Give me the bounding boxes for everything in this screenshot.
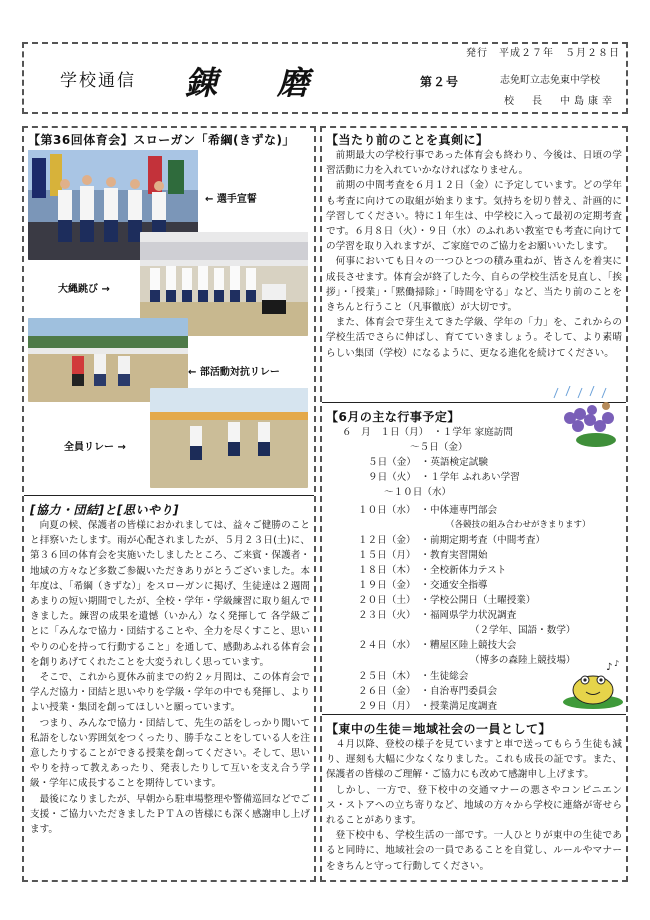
event-date: ６ 月 １日（月） bbox=[342, 427, 424, 438]
svg-text:♪: ♪ bbox=[606, 662, 613, 673]
right-section-divider-2 bbox=[322, 714, 626, 715]
event-text: ・全校新体力テスト bbox=[420, 565, 507, 576]
event-text: ～５日（金） bbox=[410, 442, 468, 453]
serious-paragraph: 何事においても日々の一つひとつの積み重ねが、皆さんを着実に成長させます。体育会が終了した今、自らの学校生活を見直し、「挨拶」・「授業」・「黙働掃除」・「時間を守る」など、当たり前のことをきちんと行うこと（凡事徹底）が大切です。 bbox=[326, 256, 622, 314]
event-item bbox=[358, 607, 516, 621]
event-item bbox=[358, 592, 535, 606]
serious-heading: 【当たり前のことを真剣に】 bbox=[326, 133, 489, 147]
event-date: １９日（金） bbox=[358, 580, 411, 591]
newsletter-title: 学校通信 bbox=[60, 71, 136, 91]
event-item bbox=[358, 637, 516, 651]
event-item bbox=[384, 484, 451, 498]
event-text: ・授業満足度調査 bbox=[420, 701, 498, 712]
community-paragraph: 登下校中も、学校生活の一部です。一人ひとりが東中の生徒であると同時に、地域社会の一員であることを自覚し、ルールやマナーをきちんと守って行動してください。 bbox=[326, 830, 622, 872]
event-date: ２６日（金） bbox=[358, 686, 411, 697]
events-heading: 【6月の主な行事予定】 bbox=[326, 410, 460, 424]
event-item bbox=[342, 424, 513, 438]
community-paragraph: しかし、一方で、登下校中の交通マナーの悪さやコンビニエンス・ストアへの立ち寄りなど、地域の方々から学校に連絡が寄せられることがあります。 bbox=[326, 784, 622, 827]
event-item bbox=[358, 532, 545, 546]
left-section-divider bbox=[24, 495, 314, 496]
hydrangea-icon bbox=[548, 386, 624, 450]
event-date: １８日（木） bbox=[358, 565, 411, 576]
event-item bbox=[358, 683, 497, 697]
event-date: ９日（火） bbox=[368, 472, 412, 483]
school-name: 志免町立志免東中学校 bbox=[500, 75, 600, 86]
event-text: ・生徒総会 bbox=[420, 671, 469, 682]
issue-date: 発行 平成２７年 ５月２８日 bbox=[466, 48, 620, 59]
event-item bbox=[358, 698, 497, 712]
cooperation-paragraph: つまり、みんなで協力・団結して、先生の話をしっかり聞いて私語をしない雰囲気をつくったり、勝手なことをしている人を注意したりすることができる授業を創ってください。そして、思いやりを持って教えあったり、発表したりして互いを支え合う学級・学年に成長することを期待しています。 bbox=[30, 717, 310, 790]
event-text: （博多の森陸上競技場） bbox=[470, 655, 576, 666]
event-text: （２学年、国語・数学） bbox=[470, 625, 576, 636]
community-paragraph: ４月以降、登校の様子を見ていますと車で送ってもらう生徒も減り、遅刻も大幅に少なくなりました。これも成長の証です。また、保護者の皆様のご理解・ご協力にも改めて感謝申し上げます。 bbox=[326, 739, 622, 781]
event-item bbox=[446, 518, 591, 530]
event-text: ・福岡県学力状況調査 bbox=[420, 610, 517, 621]
event-text: ・英語検定試験 bbox=[420, 457, 488, 468]
event-text: ・１学年 ふれあい学習 bbox=[420, 472, 520, 483]
event-item bbox=[410, 439, 468, 453]
caption-oath: ← 選手宣誓 bbox=[205, 194, 257, 205]
event-item bbox=[358, 562, 506, 576]
event-text: ・教育実習開始 bbox=[420, 550, 488, 561]
frog-icon bbox=[560, 660, 626, 710]
caption-jump-rope: 大縄跳び → bbox=[58, 284, 110, 295]
serious-body bbox=[326, 148, 622, 361]
event-text: ～１０日（水） bbox=[384, 487, 452, 498]
event-text: ・前期定期考査（中間考査） bbox=[420, 535, 546, 546]
cooperation-body bbox=[30, 518, 310, 837]
principal-name: 校 長 中島康幸 bbox=[504, 96, 616, 107]
event-date: ２９日（月） bbox=[358, 701, 411, 712]
event-date: ５日（金） bbox=[368, 457, 412, 468]
community-body bbox=[326, 737, 622, 874]
event-text: ・交通安全指導 bbox=[420, 580, 488, 591]
serious-paragraph: 前期最大の学校行事であった体育会も終わり、今後は、日頃の学習活動に力を入れていかなければなりません。 bbox=[326, 150, 622, 177]
all-relay-photo bbox=[150, 388, 308, 488]
event-item bbox=[358, 547, 488, 561]
event-item bbox=[368, 469, 520, 483]
event-text: ・中体連専門部会 bbox=[420, 505, 498, 516]
serious-paragraph: 前期の中間考査を６月１２日（金）に予定しています。どの学年も考査に向けての取組が始まります。気持ちを切り替え、計画的に学習してください。特に１年生は、中学校に入って最初の定期考査です。６月８日（火）・９日（水）のふれあい教室でも考査に向けての学習を取り入れますが、ご家庭でのご協力をお願いいたします。 bbox=[326, 180, 622, 253]
caption-all-relay: 全員リレー → bbox=[64, 442, 126, 453]
cooperation-paragraph: 最後になりましたが、早朝から駐車場整理や警備巡回などでご支援・ご協力いただきましたＰＴＡの皆様にも深く感謝申し上げます。 bbox=[30, 793, 310, 836]
event-date: ２０日（土） bbox=[358, 595, 411, 606]
cooperation-paragraph: 向夏の候、保護者の皆様におかれましては、益々ご健勝のことと拝察いたします。雨が心配されましたが、５月２３日(土)に、第３６回の体育会を実施いたしましたところ、ご来賓・保護者・地域の方々など多数ご参観いただきありがとうございました。本年度は、「希綱（きずな）」をスローガンに掲げ、生徒達は２週間あまりの短い期間でしたが、全校・学年・学級練習に取り組んできました。練習の成果を遺憾（いかん）なく発揮して 各学級ごとに「みんなで協力・団結することや、全力を尽くすこと、思いやりの心を持って行動すること」を通して、感動あふれる体育会を創りあげてくれたことを大変うれしく思っています。 bbox=[30, 520, 310, 668]
event-item bbox=[470, 622, 576, 636]
event-date: １２日（金） bbox=[358, 535, 411, 546]
event-item bbox=[358, 668, 468, 682]
event-date: ２５日（木） bbox=[358, 671, 411, 682]
community-heading: 【東中の生徒＝地域社会の一員として】 bbox=[326, 722, 552, 736]
event-date: ２４日（水） bbox=[358, 640, 411, 651]
sports-day-heading: 【第36回体育会】スローガン「希綱(きずな)」 bbox=[28, 133, 295, 147]
event-item bbox=[358, 577, 488, 591]
event-date: １０日（水） bbox=[358, 505, 411, 516]
caption-club-relay: ← 部活動対抗リレー bbox=[188, 367, 280, 378]
event-date: ２３日（火） bbox=[358, 610, 411, 621]
serious-paragraph: また、体育会で芽生えてきた学級、学年の「力」を、これからの学校生活でさらに伸ばし、育てていきましょう。そして、より素晴らしい集団（学校）になるように、更なる進化を続けてください。 bbox=[326, 317, 622, 359]
event-text: ・糟屋区陸上競技大会 bbox=[420, 640, 517, 651]
issue-number: 第２号 bbox=[420, 75, 460, 89]
event-text: ・学校公開日（土曜授業） bbox=[420, 595, 536, 606]
event-text: ・１学年 家庭訪問 bbox=[433, 427, 513, 438]
event-item bbox=[358, 502, 497, 516]
svg-text:♪: ♪ bbox=[614, 660, 620, 668]
cooperation-heading: [協力・団結]と[思いやり] bbox=[30, 503, 179, 517]
event-text: ・自治専門委員会 bbox=[420, 686, 498, 697]
event-item bbox=[368, 454, 488, 468]
cooperation-paragraph: そこで、これから夏休み前までの約２ヶ月間は、この体育会で学んだ協力・団結と思いやりを学級・学年の中でも発揮し、よりよい授業・集団を創ってほしいと願っています。 bbox=[30, 672, 310, 714]
newsletter-name: 錬 磨 bbox=[185, 64, 324, 102]
event-date: １５日（月） bbox=[358, 550, 411, 561]
event-text: （各競技の組み合わせがきまります） bbox=[446, 520, 591, 530]
